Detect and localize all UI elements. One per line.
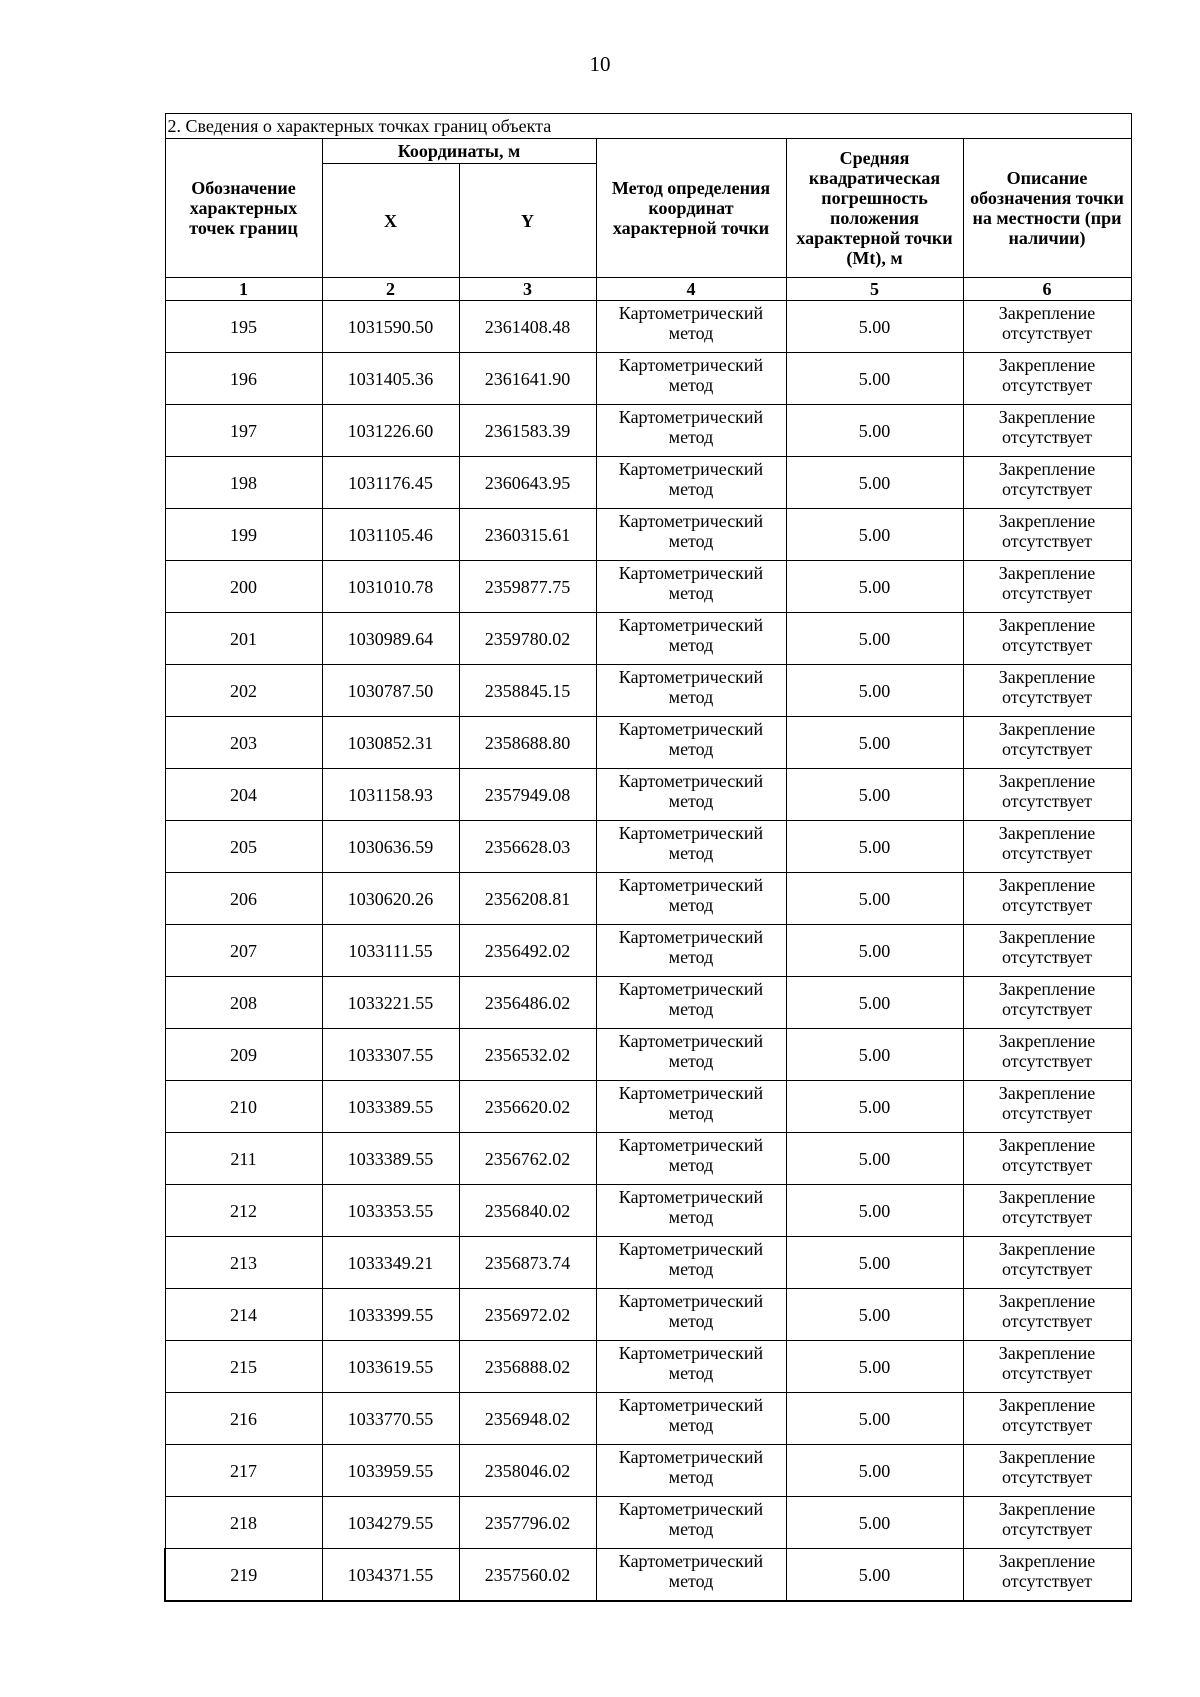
point-cell: 197	[165, 405, 322, 457]
column-number: 1	[165, 278, 322, 301]
description-cell: Закрепление отсутствует	[963, 1393, 1131, 1445]
x-coordinate-cell: 1031010.78	[322, 561, 459, 613]
y-coordinate-cell: 2356628.03	[459, 821, 596, 873]
error-cell: 5.00	[786, 353, 963, 405]
y-coordinate-cell: 2356888.02	[459, 1341, 596, 1393]
table-row	[165, 821, 1131, 873]
method-cell: Картометрический метод	[596, 301, 786, 353]
method-cell: Картометрический метод	[596, 353, 786, 405]
x-coordinate-cell: 1031176.45	[322, 457, 459, 509]
description-cell: Закрепление отсутствует	[963, 509, 1131, 561]
error-cell: 5.00	[786, 405, 963, 457]
y-coordinate-cell: 2360643.95	[459, 457, 596, 509]
description-cell: Закрепление отсутствует	[963, 613, 1131, 665]
header-method: Метод определения координат характерной точки	[596, 139, 786, 278]
error-cell: 5.00	[786, 925, 963, 977]
error-cell: 5.00	[786, 821, 963, 873]
description-cell: Закрепление отсутствует	[963, 561, 1131, 613]
error-cell: 5.00	[786, 613, 963, 665]
method-cell: Картометрический метод	[596, 1185, 786, 1237]
y-coordinate-cell: 2356972.02	[459, 1289, 596, 1341]
method-cell: Картометрический метод	[596, 1445, 786, 1497]
method-cell: Картометрический метод	[596, 925, 786, 977]
method-cell: Картометрический метод	[596, 1341, 786, 1393]
boundary-points-table	[164, 113, 1132, 1602]
method-cell: Картометрический метод	[596, 1237, 786, 1289]
column-number: 4	[596, 278, 786, 301]
method-cell: Картометрический метод	[596, 1133, 786, 1185]
table-row	[165, 353, 1131, 405]
method-cell: Картометрический метод	[596, 665, 786, 717]
x-coordinate-cell: 1030989.64	[322, 613, 459, 665]
error-cell: 5.00	[786, 1081, 963, 1133]
header-error: Средняя квадратическая погрешность положения характерной точки (Mt), м	[786, 139, 963, 278]
table-row	[165, 1185, 1131, 1237]
description-cell: Закрепление отсутствует	[963, 1133, 1131, 1185]
point-cell: 208	[165, 977, 322, 1029]
point-cell: 199	[165, 509, 322, 561]
x-coordinate-cell: 1033389.55	[322, 1133, 459, 1185]
point-cell: 216	[165, 1393, 322, 1445]
x-coordinate-cell: 1033959.55	[322, 1445, 459, 1497]
y-coordinate-cell: 2361641.90	[459, 353, 596, 405]
table-row	[165, 1029, 1131, 1081]
x-coordinate-cell: 1033399.55	[322, 1289, 459, 1341]
column-number: 5	[786, 278, 963, 301]
x-coordinate-cell: 1030787.50	[322, 665, 459, 717]
point-cell: 218	[165, 1497, 322, 1549]
point-cell: 202	[165, 665, 322, 717]
error-cell: 5.00	[786, 561, 963, 613]
y-coordinate-cell: 2356948.02	[459, 1393, 596, 1445]
point-cell: 209	[165, 1029, 322, 1081]
x-coordinate-cell: 1031158.93	[322, 769, 459, 821]
method-cell: Картометрический метод	[596, 1393, 786, 1445]
description-cell: Закрепление отсутствует	[963, 405, 1131, 457]
point-cell: 211	[165, 1133, 322, 1185]
y-coordinate-cell: 2356532.02	[459, 1029, 596, 1081]
error-cell: 5.00	[786, 1549, 963, 1602]
point-cell: 196	[165, 353, 322, 405]
point-cell: 213	[165, 1237, 322, 1289]
description-cell: Закрепление отсутствует	[963, 1029, 1131, 1081]
table-row	[165, 717, 1131, 769]
description-cell: Закрепление отсутствует	[963, 977, 1131, 1029]
y-coordinate-cell: 2357560.02	[459, 1549, 596, 1602]
description-cell: Закрепление отсутствует	[963, 925, 1131, 977]
description-cell: Закрепление отсутствует	[963, 821, 1131, 873]
table-row	[165, 405, 1131, 457]
y-coordinate-cell: 2361583.39	[459, 405, 596, 457]
description-cell: Закрепление отсутствует	[963, 1497, 1131, 1549]
description-cell: Закрепление отсутствует	[963, 717, 1131, 769]
point-cell: 207	[165, 925, 322, 977]
method-cell: Картометрический метод	[596, 509, 786, 561]
x-coordinate-cell: 1031405.36	[322, 353, 459, 405]
section-title: 2. Сведения о характерных точках границ объекта	[165, 114, 1131, 139]
x-coordinate-cell: 1033353.55	[322, 1185, 459, 1237]
table-row	[165, 301, 1131, 353]
error-cell: 5.00	[786, 1237, 963, 1289]
y-coordinate-cell: 2356840.02	[459, 1185, 596, 1237]
method-cell: Картометрический метод	[596, 1029, 786, 1081]
y-coordinate-cell: 2359877.75	[459, 561, 596, 613]
x-coordinate-cell: 1034279.55	[322, 1497, 459, 1549]
table-row	[165, 1549, 1131, 1602]
point-cell: 206	[165, 873, 322, 925]
description-cell: Закрепление отсутствует	[963, 1289, 1131, 1341]
method-cell: Картометрический метод	[596, 561, 786, 613]
x-coordinate-cell: 1030620.26	[322, 873, 459, 925]
description-cell: Закрепление отсутствует	[963, 1185, 1131, 1237]
table-row	[165, 873, 1131, 925]
error-cell: 5.00	[786, 301, 963, 353]
point-cell: 214	[165, 1289, 322, 1341]
table-row	[165, 769, 1131, 821]
description-cell: Закрепление отсутствует	[963, 1237, 1131, 1289]
header-designation: Обозначение характерных точек границ	[165, 139, 322, 278]
method-cell: Картометрический метод	[596, 457, 786, 509]
error-cell: 5.00	[786, 665, 963, 717]
error-cell: 5.00	[786, 509, 963, 561]
method-cell: Картометрический метод	[596, 717, 786, 769]
table-row	[165, 561, 1131, 613]
table-row	[165, 509, 1131, 561]
error-cell: 5.00	[786, 977, 963, 1029]
header-coordinates: Координаты, м	[322, 139, 596, 164]
table-row	[165, 1133, 1131, 1185]
description-cell: Закрепление отсутствует	[963, 1549, 1131, 1602]
y-coordinate-cell: 2358688.80	[459, 717, 596, 769]
error-cell: 5.00	[786, 1133, 963, 1185]
x-coordinate-cell: 1033619.55	[322, 1341, 459, 1393]
method-cell: Картометрический метод	[596, 821, 786, 873]
method-cell: Картометрический метод	[596, 1289, 786, 1341]
error-cell: 5.00	[786, 1289, 963, 1341]
table-row	[165, 977, 1131, 1029]
table-row	[165, 1341, 1131, 1393]
x-coordinate-cell: 1033349.21	[322, 1237, 459, 1289]
x-coordinate-cell: 1030852.31	[322, 717, 459, 769]
error-cell: 5.00	[786, 1497, 963, 1549]
description-cell: Закрепление отсутствует	[963, 353, 1131, 405]
y-coordinate-cell: 2356486.02	[459, 977, 596, 1029]
x-coordinate-cell: 1033111.55	[322, 925, 459, 977]
table-row	[165, 613, 1131, 665]
table-row	[165, 1081, 1131, 1133]
point-cell: 212	[165, 1185, 322, 1237]
point-cell: 195	[165, 301, 322, 353]
x-coordinate-cell: 1031105.46	[322, 509, 459, 561]
x-coordinate-cell: 1033389.55	[322, 1081, 459, 1133]
y-coordinate-cell: 2361408.48	[459, 301, 596, 353]
point-cell: 200	[165, 561, 322, 613]
method-cell: Картометрический метод	[596, 1497, 786, 1549]
method-cell: Картометрический метод	[596, 1081, 786, 1133]
x-coordinate-cell: 1033770.55	[322, 1393, 459, 1445]
table-row	[165, 925, 1131, 977]
error-cell: 5.00	[786, 1393, 963, 1445]
description-cell: Закрепление отсутствует	[963, 665, 1131, 717]
y-coordinate-cell: 2356208.81	[459, 873, 596, 925]
x-coordinate-cell: 1031590.50	[322, 301, 459, 353]
y-coordinate-cell: 2359780.02	[459, 613, 596, 665]
y-coordinate-cell: 2357796.02	[459, 1497, 596, 1549]
column-number: 3	[459, 278, 596, 301]
table-row	[165, 1237, 1131, 1289]
y-coordinate-cell: 2356873.74	[459, 1237, 596, 1289]
point-cell: 198	[165, 457, 322, 509]
table-row	[165, 1497, 1131, 1549]
method-cell: Картометрический метод	[596, 613, 786, 665]
x-coordinate-cell: 1030636.59	[322, 821, 459, 873]
y-coordinate-cell: 2356762.02	[459, 1133, 596, 1185]
column-number: 6	[963, 278, 1131, 301]
y-coordinate-cell: 2360315.61	[459, 509, 596, 561]
y-coordinate-cell: 2356620.02	[459, 1081, 596, 1133]
description-cell: Закрепление отсутствует	[963, 301, 1131, 353]
x-coordinate-cell: 1034371.55	[322, 1549, 459, 1602]
table-row	[165, 1393, 1131, 1445]
method-cell: Картометрический метод	[596, 769, 786, 821]
point-cell: 215	[165, 1341, 322, 1393]
method-cell: Картометрический метод	[596, 405, 786, 457]
error-cell: 5.00	[786, 873, 963, 925]
table-row	[165, 1445, 1131, 1497]
x-coordinate-cell: 1033307.55	[322, 1029, 459, 1081]
x-coordinate-cell: 1031226.60	[322, 405, 459, 457]
page-number: 10	[589, 52, 611, 76]
point-cell: 204	[165, 769, 322, 821]
table-row	[165, 1289, 1131, 1341]
table-row	[165, 665, 1131, 717]
error-cell: 5.00	[786, 1341, 963, 1393]
point-cell: 203	[165, 717, 322, 769]
description-cell: Закрепление отсутствует	[963, 457, 1131, 509]
column-numbers-row	[165, 278, 1131, 301]
error-cell: 5.00	[786, 1029, 963, 1081]
header-y: Y	[459, 164, 596, 278]
error-cell: 5.00	[786, 1185, 963, 1237]
header-x: X	[322, 164, 459, 278]
description-cell: Закрепление отсутствует	[963, 1081, 1131, 1133]
description-cell: Закрепление отсутствует	[963, 769, 1131, 821]
point-cell: 205	[165, 821, 322, 873]
x-coordinate-cell: 1033221.55	[322, 977, 459, 1029]
method-cell: Картометрический метод	[596, 873, 786, 925]
y-coordinate-cell: 2358046.02	[459, 1445, 596, 1497]
y-coordinate-cell: 2357949.08	[459, 769, 596, 821]
y-coordinate-cell: 2356492.02	[459, 925, 596, 977]
method-cell: Картометрический метод	[596, 1549, 786, 1602]
column-number: 2	[322, 278, 459, 301]
table-body	[165, 301, 1131, 1602]
description-cell: Закрепление отсутствует	[963, 1445, 1131, 1497]
error-cell: 5.00	[786, 1445, 963, 1497]
error-cell: 5.00	[786, 457, 963, 509]
table-row	[165, 457, 1131, 509]
description-cell: Закрепление отсутствует	[963, 873, 1131, 925]
point-cell: 201	[165, 613, 322, 665]
method-cell: Картометрический метод	[596, 977, 786, 1029]
error-cell: 5.00	[786, 717, 963, 769]
point-cell: 217	[165, 1445, 322, 1497]
error-cell: 5.00	[786, 769, 963, 821]
point-cell: 210	[165, 1081, 322, 1133]
header-description: Описание обозначения точки на местности (при наличии)	[963, 139, 1131, 278]
description-cell: Закрепление отсутствует	[963, 1341, 1131, 1393]
y-coordinate-cell: 2358845.15	[459, 665, 596, 717]
point-cell: 219	[165, 1549, 322, 1602]
